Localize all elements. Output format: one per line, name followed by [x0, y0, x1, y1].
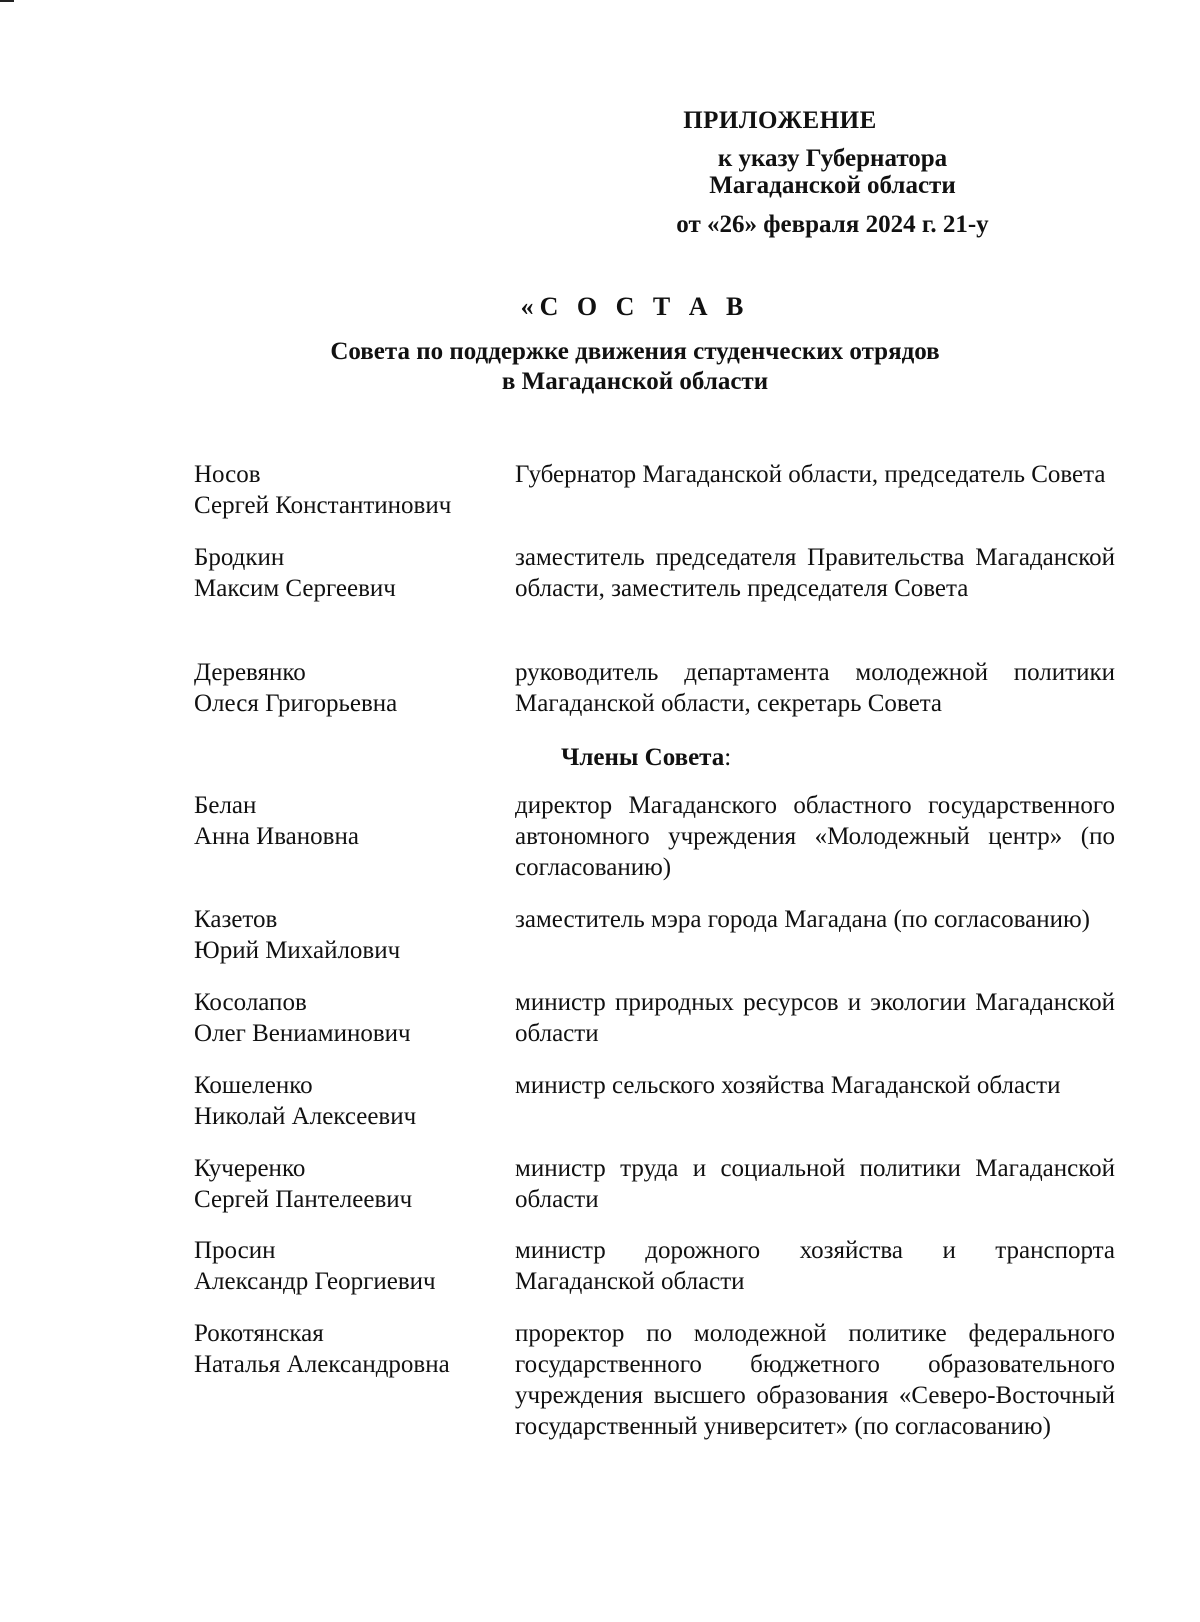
member-name — [194, 1153, 494, 1215]
member-surname: Казетов — [194, 906, 278, 933]
members-heading-label: Члены Совета — [561, 744, 725, 771]
member-name — [194, 904, 494, 966]
member-role: министр дорожного хозяйства и транспорта Магаданской области — [515, 1237, 1115, 1295]
member-surname: Просин — [194, 1237, 276, 1264]
member-given-name: Николай Алексеевич — [194, 1103, 417, 1130]
member-role: руководитель департамента молодежной политики Магаданской области, секретарь Совета — [515, 659, 1115, 717]
members-heading — [561, 743, 731, 773]
member-given-name: Сергей Пантелеевич — [194, 1186, 413, 1213]
member-surname: Рокотянская — [194, 1320, 324, 1347]
member-name — [194, 790, 494, 852]
member-surname: Кошеленко — [194, 1072, 313, 1099]
member-surname: Белан — [194, 792, 257, 819]
title-sostav: «С О С Т А В — [520, 292, 750, 321]
member-role: директор Магаданского областного государственного автономного учреждения «Молодежный центр» (по согласованию) — [515, 792, 1115, 881]
member-given-name: Олег Вениаминович — [194, 1020, 411, 1047]
member-given-name: Наталья Александровна — [194, 1351, 450, 1378]
member-name — [194, 1235, 494, 1297]
member-surname: Носов — [194, 461, 261, 488]
appendix-title: ПРИЛОЖЕНИЕ — [683, 107, 877, 134]
member-given-name: Сергей Константинович — [194, 492, 452, 519]
member-name — [194, 987, 494, 1049]
member-role: проректор по молодежной политике федерального государственного бюджетного образовательного учреждения высшего образования «Северо-Восточный государственный университет» (по согласованию) — [515, 1320, 1115, 1440]
member-role: министр сельского хозяйства Магаданской области — [515, 1072, 1061, 1099]
title-subtitle-line1: Совета по поддержке движения студенческих отрядов — [330, 338, 940, 365]
member-given-name: Максим Сергеевич — [194, 575, 396, 602]
scan-corner-mark — [0, 0, 14, 2]
member-name — [194, 657, 494, 719]
appendix-date-line: от «26» февраля 2024 г. 21-у — [676, 211, 989, 238]
member-name — [194, 1070, 494, 1132]
document-title — [0, 292, 1200, 397]
member-given-name: Юрий Михайлович — [194, 937, 401, 964]
member-role: заместитель мэра города Магадана (по согласованию) — [515, 906, 1090, 933]
member-name — [194, 542, 494, 604]
appendix-decree-line: к указу Губернатора — [717, 145, 948, 172]
member-given-name: Анна Ивановна — [194, 823, 359, 850]
member-surname: Деревянко — [194, 659, 306, 686]
member-surname: Кучеренко — [194, 1155, 306, 1182]
member-role: министр природных ресурсов и экологии Магаданской области — [515, 989, 1115, 1047]
member-surname: Косолапов — [194, 989, 307, 1016]
member-given-name: Александр Георгиевич — [194, 1268, 436, 1295]
member-name — [194, 1318, 494, 1380]
member-surname: Бродкин — [194, 544, 285, 571]
appendix-region-line: Магаданской области — [709, 172, 956, 199]
member-given-name: Олеся Григорьевна — [194, 690, 398, 717]
member-role: заместитель председателя Правительства Магаданской области, заместитель председателя Совета — [515, 544, 1115, 602]
member-role: Губернатор Магаданской области, председатель Совета — [515, 461, 1106, 488]
members-heading-colon: : — [724, 744, 732, 771]
member-role: министр труда и социальной политики Магаданской области — [515, 1155, 1115, 1213]
member-name — [194, 459, 494, 521]
title-subtitle-line2: в Магаданской области — [501, 368, 769, 395]
